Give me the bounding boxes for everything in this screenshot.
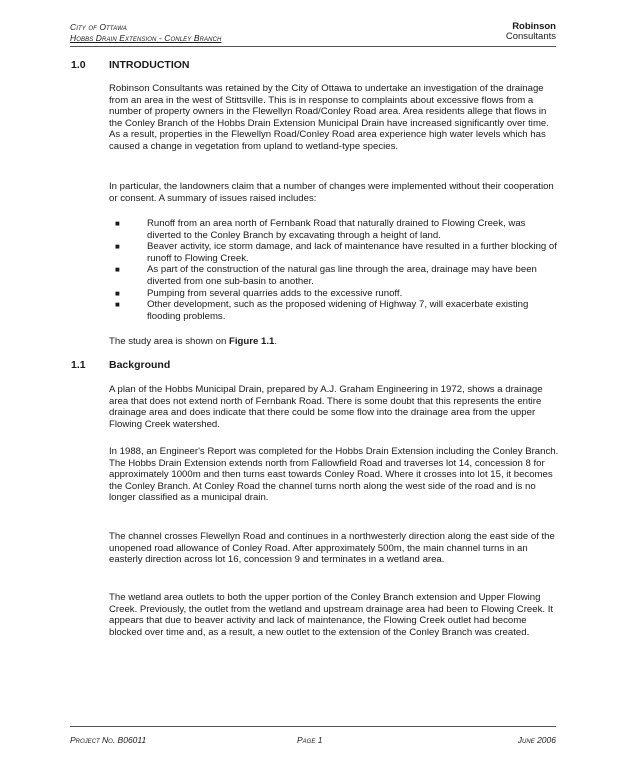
background-paragraph: In 1988, an Engineer's Report was completed for the Hobbs Drain Extension including the Conley Branch. The Hobbs Drain Extension extends north from Fallowfield Road and traverses lot 14, concession 8 for approximately 1000m and then turns east towards Conley Road. Where it crosses into lot 15, it becomes the Conley Branch. At Conley Road the channel turns north along the west side of the road and is no longer classified as a municipal drain. [109,446,559,504]
intro-paragraph-2: In particular, the landowners claim that a number of changes were implemented without their cooperation or consent. A summary of issues raised includes: [109,181,554,204]
list-item: ■ Beaver activity, ice storm damage, and lack of maintenance have resulted in a further blocking of runoff to Flowing Creek. [115,241,557,264]
company-name-line1: Robinson [512,21,556,32]
company-name-line2: Consultants [505,31,556,42]
header-company [506,22,556,42]
list-item: ■ As part of the construction of the natural gas line through the area, drainage may have been diverted from one sub-basin to another. [115,264,537,287]
bullet-icon: ■ [115,288,120,298]
subsection-title: Background [109,359,171,371]
footer-page-number: Page 1 [297,735,323,745]
figure-reference: Figure 1.1 [229,336,275,347]
background-paragraph: The channel crosses Flewellyn Road and continues in a northwesterly direction along the east side of the unopened road allowance of Conley Road. After approximately 500m, the main channel turns in an easterly direction across lot 16, concession 9 and terminates in a wetland area. [109,531,555,566]
header-project-name: Hobbs Drain Extension - Conley Branch [70,33,222,43]
footer-date: June 2006 [517,735,556,745]
header-divider [70,46,556,47]
bullet-icon: ■ [115,242,120,252]
bullet-icon: ■ [115,300,120,310]
study-area-sentence: The study area is shown on Figure 1.1. [109,336,277,347]
background-paragraph: A plan of the Hobbs Municipal Drain, prepared by A.J. Graham Engineering in 1972, shows a drainage area that does not extend north of Fernbank Road. There is some doubt that this represents the entire drainage area and does indicate that there could be some flow into the drainage area from the upper Flowing Creek watershed. [109,384,543,430]
subsection-number: 1.1 [71,359,86,371]
section-number: 1.0 [71,59,86,71]
footer-project-number: Project No. B06011 [70,735,147,745]
intro-paragraph: Robinson Consultants was retained by the City of Ottawa to undertake an investigation of the drainage from an area in the west of Stittsville. This is in response to complaints about excessive flows from a number of property owners in the Flewellyn Road/Conley Road area. Area residents allege that flows in the Conley Branch of the Hobbs Drain Extension Municipal Drain have increased significantly over time. As a result, properties in the Flewellyn Road/Conley Road area experience high water levels which has caused a change in vegetation from upland to wetland-type species. [109,83,549,152]
bullet-icon: ■ [115,219,120,228]
footer-divider [70,726,556,727]
header-client [70,22,221,44]
issues-list [109,218,561,322]
list-item: ■ Runoff from an area north of Fernbank Road that naturally drained to Flowing Creek, was diverted to the Conley Branch by excavating through a height of land. [115,218,526,241]
list-item: ■ Other development, such as the proposed widening of Highway 7, will exacerbate existing flooding problems. [115,299,529,322]
list-item: ■ Pumping from several quarries adds to the excessive runoff. [115,287,403,299]
section-title: INTRODUCTION [109,59,190,71]
background-paragraph: The wetland area outlets to both the upper portion of the Conley Branch extension and Upper Flowing Creek. Previously, the outlet from the wetland and upstream drainage area had been to Flowing Creek. It appears that due to beaver activity and lack of maintenance, the Flowing Creek outlet had become blocked over time and, as a result, a new outlet to the extension of the Conley Branch was created. [109,592,554,638]
header-client-name: City of Ottawa [70,22,127,32]
bullet-icon: ■ [115,265,120,275]
